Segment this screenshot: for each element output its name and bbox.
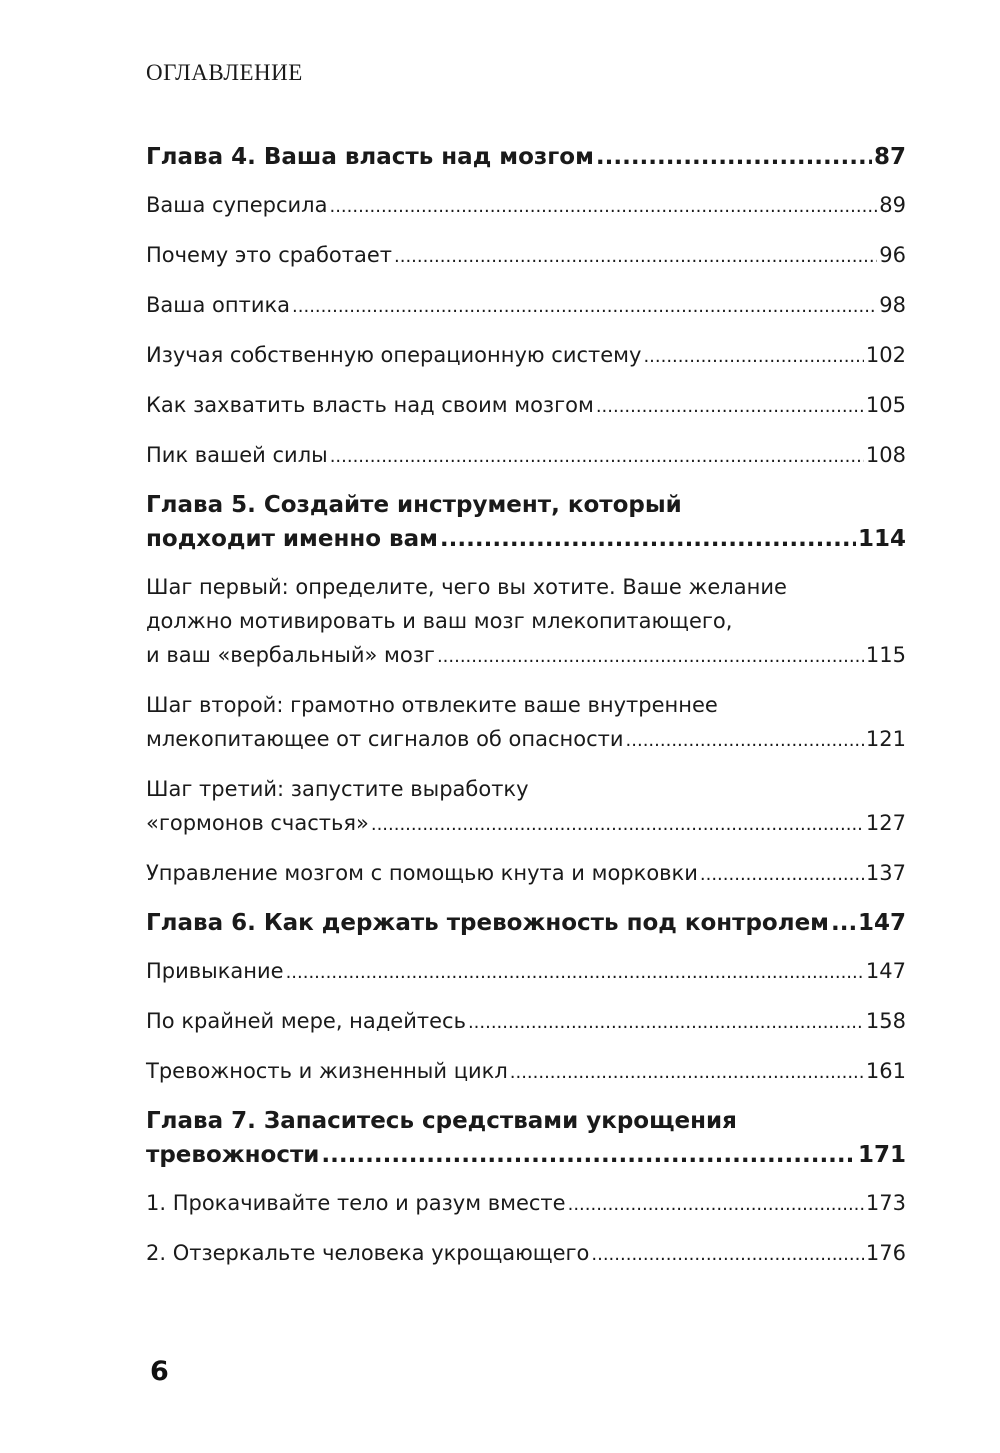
- toc-entry-title: Ваша суперсила: [146, 193, 328, 217]
- toc-entry-row: [146, 438, 906, 474]
- toc-entry-title: и ваш «вербальный» мозг: [146, 643, 435, 667]
- dot-leader: [394, 238, 877, 274]
- toc-entry-row: [146, 906, 906, 940]
- toc-section-entry[interactable]: [146, 1004, 906, 1040]
- toc-entry-page: 173: [865, 1191, 906, 1215]
- toc-entry-page: 96: [879, 243, 906, 267]
- toc-entry-title-line: Шаг первый: определите, чего вы хотите. Ваше желание: [146, 575, 787, 599]
- toc-entry-row: [146, 856, 906, 892]
- toc-entry-title: Тревожность и жизненный цикл: [146, 1059, 508, 1083]
- toc-entry-row: [146, 140, 906, 174]
- toc-entry-page: 98: [879, 293, 906, 317]
- dot-leader: [626, 722, 864, 758]
- toc-entry-title-line: должно мотивировать и ваш мозг млекопитающего,: [146, 609, 733, 633]
- dot-leader: [437, 638, 864, 674]
- toc-chapter-entry[interactable]: [146, 140, 906, 174]
- dot-leader: [330, 438, 864, 474]
- toc-entry-title: 2. Отзеркальте человека укрощающего: [146, 1241, 590, 1265]
- toc-entry-page: 137: [865, 861, 906, 885]
- toc-entry-row: [146, 638, 906, 674]
- toc-entry-page: 105: [865, 393, 906, 417]
- toc-chapter-entry[interactable]: [146, 906, 906, 940]
- table-of-contents: [146, 138, 906, 1286]
- toc-entry-page: 147: [857, 910, 906, 936]
- toc-section-entry[interactable]: [146, 954, 906, 990]
- toc-entry-row: [146, 388, 906, 424]
- toc-entry-row: [146, 1186, 906, 1222]
- toc-entry-page: 161: [865, 1059, 906, 1083]
- toc-entry-row: [146, 238, 906, 274]
- toc-entry-page: 158: [865, 1009, 906, 1033]
- toc-entry-title: Глава 6. Как держать тревожность под контролем: [146, 910, 829, 936]
- dot-leader: [371, 806, 864, 842]
- toc-section-entry[interactable]: [146, 288, 906, 324]
- toc-section-entry[interactable]: [146, 856, 906, 892]
- toc-entry-page: 87: [873, 144, 906, 170]
- toc-entry-row: [146, 1138, 906, 1172]
- dot-leader: [510, 1054, 864, 1090]
- toc-section-entry[interactable]: [146, 338, 906, 374]
- toc-entry-page: 127: [865, 811, 906, 835]
- toc-entry-title: Пик вашей силы: [146, 443, 328, 467]
- page-number: 6: [150, 1356, 169, 1387]
- dot-leader: [591, 1236, 864, 1272]
- toc-section-entry[interactable]: [146, 238, 906, 274]
- toc-section-entry[interactable]: [146, 388, 906, 424]
- toc-entry-title-line: Глава 5. Создайте инструмент, который: [146, 492, 682, 518]
- dot-leader: [329, 188, 877, 224]
- toc-entry-page: 147: [865, 959, 906, 983]
- toc-entry-page: 89: [879, 193, 906, 217]
- toc-entry-row: [146, 806, 906, 842]
- dot-leader: [440, 522, 856, 556]
- toc-chapter-entry[interactable]: [146, 488, 906, 556]
- toc-entry-row: [146, 288, 906, 324]
- toc-entry-title: Почему это сработает: [146, 243, 392, 267]
- toc-entry-page: 176: [865, 1241, 906, 1265]
- toc-entry-title: 1. Прокачивайте тело и разум вместе: [146, 1191, 566, 1215]
- toc-entry-title: Как захватить власть над своим мозгом: [146, 393, 594, 417]
- dot-leader: [286, 954, 864, 990]
- dot-leader: [831, 906, 856, 940]
- toc-entry-page: 114: [857, 526, 906, 552]
- dot-leader: [643, 338, 863, 374]
- dot-leader: [468, 1004, 864, 1040]
- toc-section-entry[interactable]: [146, 188, 906, 224]
- toc-entry-row: [146, 188, 906, 224]
- toc-entry-row: [146, 954, 906, 990]
- toc-section-entry[interactable]: [146, 1186, 906, 1222]
- toc-entry-page: 102: [865, 343, 906, 367]
- toc-entry-row: [146, 1054, 906, 1090]
- toc-entry-title: «гормонов счастья»: [146, 811, 369, 835]
- toc-section-entry[interactable]: [146, 438, 906, 474]
- toc-entry-title: Ваша оптика: [146, 293, 291, 317]
- toc-entry-title: подходит именно вам: [146, 526, 438, 552]
- dot-leader: [321, 1138, 856, 1172]
- toc-section-entry[interactable]: [146, 570, 906, 674]
- toc-entry-title: Управление мозгом с помощью кнута и морковки: [146, 861, 698, 885]
- toc-entry-row: [146, 522, 906, 556]
- toc-entry-row: [146, 722, 906, 758]
- toc-entry-title-line: Шаг третий: запустите выработку: [146, 777, 529, 801]
- toc-entry-title: млекопитающее от сигналов об опасности: [146, 727, 624, 751]
- toc-entry-page: 115: [865, 643, 906, 667]
- toc-entry-title: Изучая собственную операционную систему: [146, 343, 642, 367]
- toc-section-entry[interactable]: [146, 1236, 906, 1272]
- toc-section-entry[interactable]: [146, 1054, 906, 1090]
- toc-section-entry[interactable]: [146, 772, 906, 842]
- toc-section-entry[interactable]: [146, 688, 906, 758]
- toc-entry-row: [146, 338, 906, 374]
- dot-leader: [568, 1186, 864, 1222]
- toc-entry-title: Привыкание: [146, 959, 284, 983]
- toc-entry-page: 121: [865, 727, 906, 751]
- toc-entry-title: Глава 4. Ваша власть над мозгом: [146, 144, 594, 170]
- dot-leader: [596, 140, 872, 174]
- dot-leader: [292, 288, 877, 324]
- toc-entry-row: [146, 1004, 906, 1040]
- toc-entry-row: [146, 1236, 906, 1272]
- toc-entry-page: 108: [865, 443, 906, 467]
- toc-entry-page: 171: [857, 1142, 906, 1168]
- dot-leader: [700, 856, 864, 892]
- toc-chapter-entry[interactable]: [146, 1104, 906, 1172]
- dot-leader: [596, 388, 864, 424]
- toc-entry-title-line: Шаг второй: грамотно отвлеките ваше внутреннее: [146, 693, 718, 717]
- toc-entry-title-line: Глава 7. Запаситесь средствами укрощения: [146, 1108, 737, 1134]
- toc-entry-title: По крайней мере, надейтесь: [146, 1009, 466, 1033]
- running-head: ОГЛАВЛЕНИЕ: [146, 60, 303, 85]
- toc-entry-title: тревожности: [146, 1142, 320, 1168]
